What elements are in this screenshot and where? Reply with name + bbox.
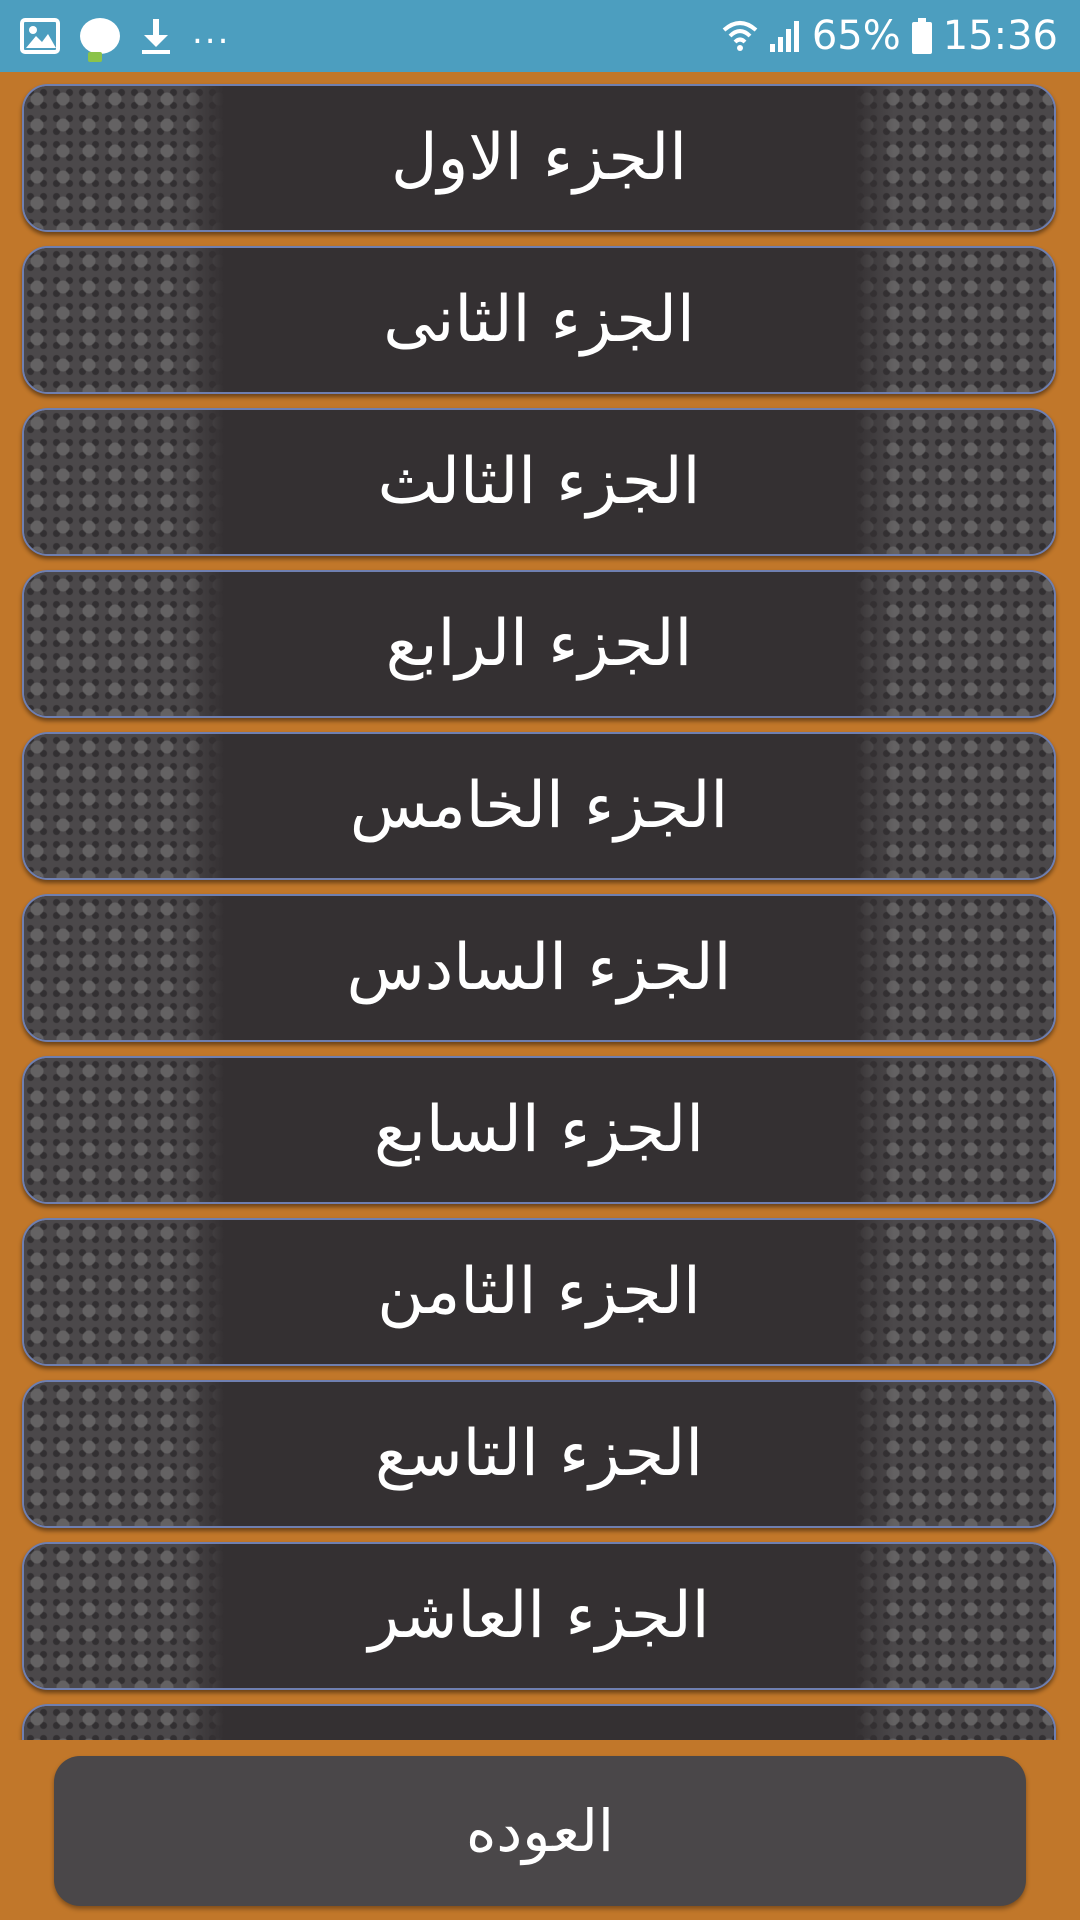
part-label: الجزء السادس [346, 931, 732, 1005]
part-button-6[interactable] [22, 894, 1056, 1042]
ornament-decoration [24, 572, 224, 716]
status-time: 15:36 [942, 13, 1058, 59]
ornament-decoration [854, 1220, 1054, 1364]
ornament-decoration [854, 1058, 1054, 1202]
part-label: الجزء الثامن [377, 1255, 701, 1329]
ornament-decoration [24, 1382, 224, 1526]
ornament-decoration [24, 86, 224, 230]
part-button-4[interactable] [22, 570, 1056, 718]
signal-icon [768, 18, 802, 54]
ornament-decoration [24, 410, 224, 554]
part-label: الجزء الخامس [349, 769, 729, 843]
status-bar-right [722, 0, 1058, 72]
ornament-decoration [854, 734, 1054, 878]
ornament-decoration [24, 1220, 224, 1364]
ornament-decoration [854, 248, 1054, 392]
part-button-10[interactable] [22, 1542, 1056, 1690]
part-label: الجزء السابع [373, 1093, 705, 1167]
part-button-9[interactable] [22, 1380, 1056, 1528]
part-label: الجزء التاسع [374, 1417, 704, 1491]
ornament-decoration [24, 1058, 224, 1202]
chat-bubble-icon [80, 18, 120, 54]
part-button-8[interactable] [22, 1218, 1056, 1366]
image-icon [20, 18, 60, 54]
part-button-3[interactable] [22, 408, 1056, 556]
ornament-decoration [24, 1706, 224, 1740]
ornament-decoration [24, 734, 224, 878]
ornament-decoration [854, 1544, 1054, 1688]
part-button-11-partial[interactable] [22, 1704, 1056, 1740]
part-button-5[interactable] [22, 732, 1056, 880]
battery-icon [911, 17, 933, 55]
part-label: الجزء العاشر [368, 1579, 710, 1653]
ornament-decoration [24, 1544, 224, 1688]
part-label: الجزء الثالث [377, 445, 701, 519]
ornament-decoration [854, 1382, 1054, 1526]
download-icon [140, 17, 172, 55]
status-bar-left [20, 0, 230, 72]
ornament-decoration [854, 572, 1054, 716]
parts-list[interactable] [0, 72, 1080, 1740]
ornament-decoration [854, 410, 1054, 554]
part-label: الجزء الاول [390, 121, 688, 195]
part-button-1[interactable] [22, 84, 1056, 232]
status-more-indicator: ... [192, 12, 231, 52]
ornament-decoration [24, 896, 224, 1040]
ornament-decoration [854, 896, 1054, 1040]
ornament-decoration [24, 248, 224, 392]
bottom-bar [0, 1740, 1080, 1920]
part-label: الجزء الرابع [385, 607, 693, 681]
ornament-decoration [854, 86, 1054, 230]
ornament-decoration [854, 1706, 1054, 1740]
part-label: الجزء الثانى [383, 283, 695, 357]
wifi-icon [722, 18, 758, 54]
status-bar [0, 0, 1080, 72]
battery-percentage: 65% [811, 13, 901, 59]
back-button[interactable]: العوده [54, 1756, 1026, 1906]
part-button-7[interactable] [22, 1056, 1056, 1204]
part-button-2[interactable] [22, 246, 1056, 394]
